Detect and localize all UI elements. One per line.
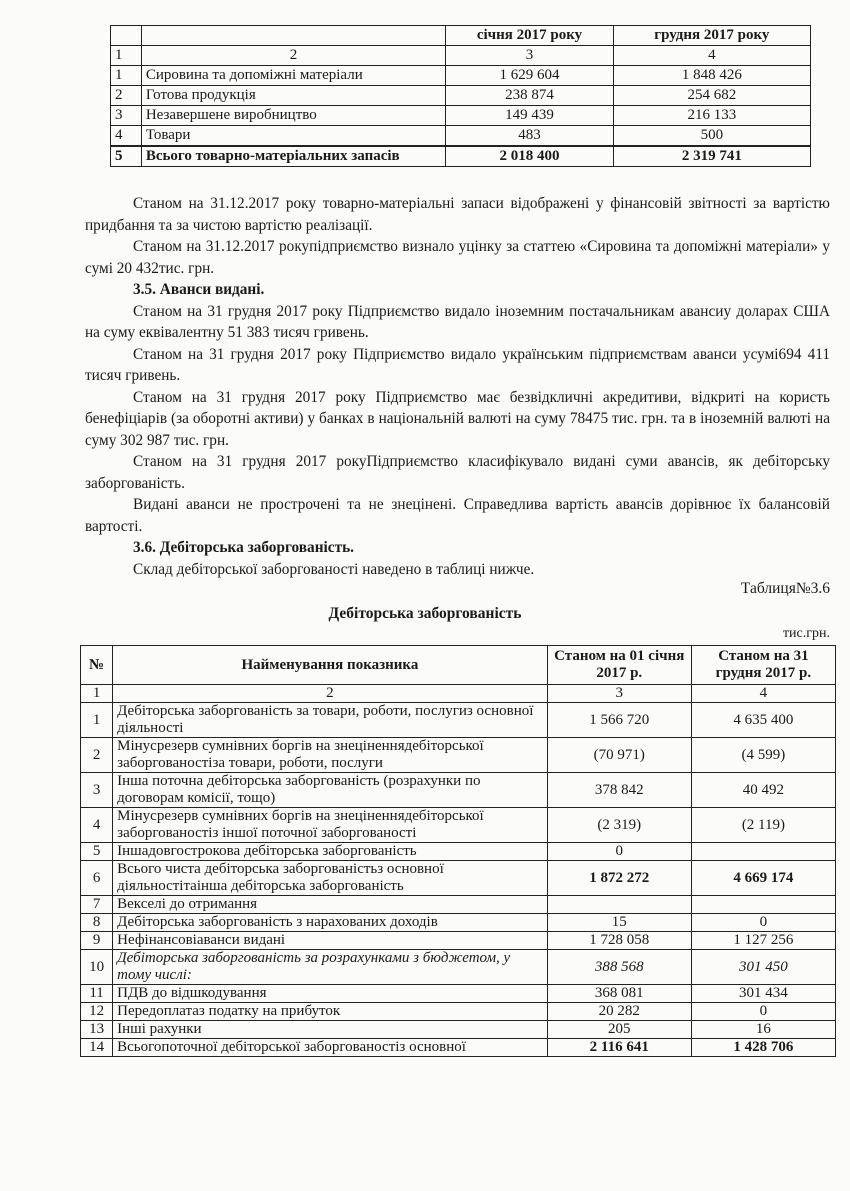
table-header-cell: січня 2017 року (446, 26, 613, 46)
table-row (111, 86, 811, 106)
table-header-cell (111, 26, 142, 46)
table-cell: Всього товарно-матеріальних запасів (141, 146, 445, 167)
table-cell: 1 428 706 (691, 1039, 835, 1057)
table-cell: 500 (613, 126, 810, 147)
table-cell: 3 (81, 773, 113, 808)
table-cell: 368 081 (547, 985, 691, 1003)
table-cell: 254 682 (613, 86, 810, 106)
paragraph: Станом на 31 грудня 2017 року Підприємство видало українським підприємствам аванси усумі694 411 тисяч гривень. (85, 345, 830, 384)
paragraph: Станом на 31.12.2017 рокупідприємство визнало уцінку за статтею «Сировина та допоміжні матеріали» у сумі 20 432тис. грн. (85, 238, 830, 277)
table-cell: 301 434 (691, 985, 835, 1003)
table-cell: 20 282 (547, 1003, 691, 1021)
table-row (81, 914, 836, 932)
table-cell: Готова продукція (141, 86, 445, 106)
table-cell: 5 (81, 843, 113, 861)
table-cell: 2 116 641 (547, 1039, 691, 1057)
table-cell: Дебіторська заборгованість за товари, роботи, послугиз основної діяльності (113, 703, 548, 738)
table-cell: 1 872 272 (547, 861, 691, 896)
table-cell: 8 (81, 914, 113, 932)
table-row (81, 985, 836, 1003)
table-cell: 14 (81, 1039, 113, 1057)
table-cell: (2 119) (691, 808, 835, 843)
table-cell: Мінусрезерв сумнівних боргів на знеціненнядебіторської заборгованостіз іншої поточної заборгованості (113, 808, 548, 843)
inventory-table (110, 25, 811, 167)
table-row (81, 1039, 836, 1057)
table-cell: 16 (691, 1021, 835, 1039)
receivables-table (80, 645, 836, 1057)
table-cell: 11 (81, 985, 113, 1003)
table-cell (547, 896, 691, 914)
paragraph: Склад дебіторської заборгованості наведено в таблиці нижче. (133, 560, 535, 578)
table-cell: 0 (691, 1003, 835, 1021)
table-total-row (111, 146, 811, 167)
table-cell: 1 629 604 (446, 66, 613, 86)
table-cell: 3 (111, 106, 142, 126)
table-cell: 0 (547, 843, 691, 861)
body-text (85, 193, 830, 580)
table-cell: 3 (547, 685, 691, 703)
table-cell: 4 (111, 126, 142, 147)
table-row (81, 738, 836, 773)
table-row (81, 773, 836, 808)
table-cell: 238 874 (446, 86, 613, 106)
table-cell: (2 319) (547, 808, 691, 843)
table-header-cell: грудня 2017 року (613, 26, 810, 46)
table-cell: Іншадовгострокова дебіторська заборгованість (113, 843, 548, 861)
table-cell: Сировина та допоміжні матеріали (141, 66, 445, 86)
table-title: Дебіторська заборгованість (328, 605, 522, 622)
table-cell: 1 (111, 66, 142, 86)
paragraph: Видані аванси не прострочені та не знецінені. Справедлива вартість авансів дорівнює їх балансовій вартості. (85, 496, 830, 535)
table-cell: 1 728 058 (547, 932, 691, 950)
table-row (81, 950, 836, 985)
table-cell: 149 439 (446, 106, 613, 126)
table-cell: 3 (446, 46, 613, 66)
paragraph: Станом на 31 грудня 2017 року Підприємство видало іноземним постачальникам авансиу доларах США на суму еквівалентну 51 383 тисяч гривень. (85, 302, 830, 341)
table-cell: ПДВ до відшкодування (113, 985, 548, 1003)
table-row (81, 861, 836, 896)
table-header-cell: Станом на 31 грудня 2017 р. (691, 646, 835, 685)
table-cell: 2 319 741 (613, 146, 810, 167)
table-row (81, 808, 836, 843)
table-cell: 4 (81, 808, 113, 843)
table-cell: 10 (81, 950, 113, 985)
table-number: Таблиця№3.6 (740, 580, 830, 597)
table-cell: 1 (81, 685, 113, 703)
table-cell: 9 (81, 932, 113, 950)
table-row (111, 66, 811, 86)
table-cell: 1 (111, 46, 142, 66)
section-heading: 3.6. Дебіторська заборгованість. (133, 539, 354, 556)
table-cell: 4 (613, 46, 810, 66)
table-cell: 1 566 720 (547, 703, 691, 738)
table-header-row (111, 26, 811, 46)
table-cell: 4 669 174 (691, 861, 835, 896)
table-cell: (4 599) (691, 738, 835, 773)
table-header-row (81, 646, 836, 685)
table-cell: Інші рахунки (113, 1021, 548, 1039)
table-cell: Дебіторська заборгованість за розрахунками з бюджетом, у тому числі: (113, 950, 548, 985)
table-cell: 1 (81, 703, 113, 738)
table-cell: 4 635 400 (691, 703, 835, 738)
table-row (81, 1003, 836, 1021)
table-cell: 1 848 426 (613, 66, 810, 86)
table-cell: (70 971) (547, 738, 691, 773)
table-row (81, 843, 836, 861)
table-header-cell (141, 26, 445, 46)
table-row (81, 896, 836, 914)
paragraph: Станом на 31 грудня 2017 рокуПідприємство класифікувало видані суми авансів, як дебіторську заборгованість. (85, 453, 830, 492)
table-cell: Нефінансовіаванси видані (113, 932, 548, 950)
paragraph: Станом на 31.12.2017 року товарно-матеріальні запаси відображені у фінансовій звітності за вартістю придбання та за чистою вартістю реалізації. (85, 195, 830, 234)
table-cell: 15 (547, 914, 691, 932)
table-cell: 7 (81, 896, 113, 914)
table-cell: 2 (141, 46, 445, 66)
table-cell (691, 896, 835, 914)
table-header-cell: № (81, 646, 113, 685)
table-cell: Всьогопоточної дебіторської заборгованостіз основної (113, 1039, 548, 1057)
table-cell: 13 (81, 1021, 113, 1039)
table-cell: 301 450 (691, 950, 835, 985)
table-cell: 2 018 400 (446, 146, 613, 167)
table-numbering-row (81, 685, 836, 703)
paragraph: Станом на 31 грудня 2017 року Підприємство має безвідкличні акредитиви, відкриті на користь бенефіціарів (за оборотні активи) у банках в національній валюті на суму 78475 тис. грн. та в іноземній валюті на суму 302 987 тис. грн. (85, 388, 830, 449)
table-cell: 388 568 (547, 950, 691, 985)
table-row (111, 106, 811, 126)
table-cell: 0 (691, 914, 835, 932)
table-cell: Товари (141, 126, 445, 147)
table-cell: 1 127 256 (691, 932, 835, 950)
table-cell: 2 (81, 738, 113, 773)
table-cell: 2 (111, 86, 142, 106)
table-cell: 216 133 (613, 106, 810, 126)
table-cell: Незавершене виробництво (141, 106, 445, 126)
unit-label: тис.грн. (782, 626, 830, 641)
table-row (81, 703, 836, 738)
table-row (81, 932, 836, 950)
table-cell: Всього чиста дебіторська заборгованістьз основної діяльностітаінша дебіторська заборгованість (113, 861, 548, 896)
table-cell: Мінусрезерв сумнівних боргів на знеціненнядебіторської заборгованостіза товари, роботи, послуги (113, 738, 548, 773)
table-cell: Векселі до отримання (113, 896, 548, 914)
table-cell: 2 (113, 685, 548, 703)
table-cell: Інша поточна дебіторська заборгованість (розрахунки по договорам комісії, тощо) (113, 773, 548, 808)
table-cell: 6 (81, 861, 113, 896)
table-row (111, 126, 811, 147)
table-row (81, 1021, 836, 1039)
section-heading: 3.5. Аванси видані. (133, 281, 265, 298)
table-cell: 205 (547, 1021, 691, 1039)
table-cell: Дебіторська заборгованість з нарахованих доходів (113, 914, 548, 932)
table-header-cell: Станом на 01 січня 2017 р. (547, 646, 691, 685)
table-cell: Передоплатаз податку на прибуток (113, 1003, 548, 1021)
table-cell: 483 (446, 126, 613, 147)
table-cell: 5 (111, 146, 142, 167)
table-header-cell: Найменування показника (113, 646, 548, 685)
table-cell: 12 (81, 1003, 113, 1021)
table-numbering-row (111, 46, 811, 66)
table-cell: 4 (691, 685, 835, 703)
table-cell: 40 492 (691, 773, 835, 808)
table-cell (691, 843, 835, 861)
table-cell: 378 842 (547, 773, 691, 808)
